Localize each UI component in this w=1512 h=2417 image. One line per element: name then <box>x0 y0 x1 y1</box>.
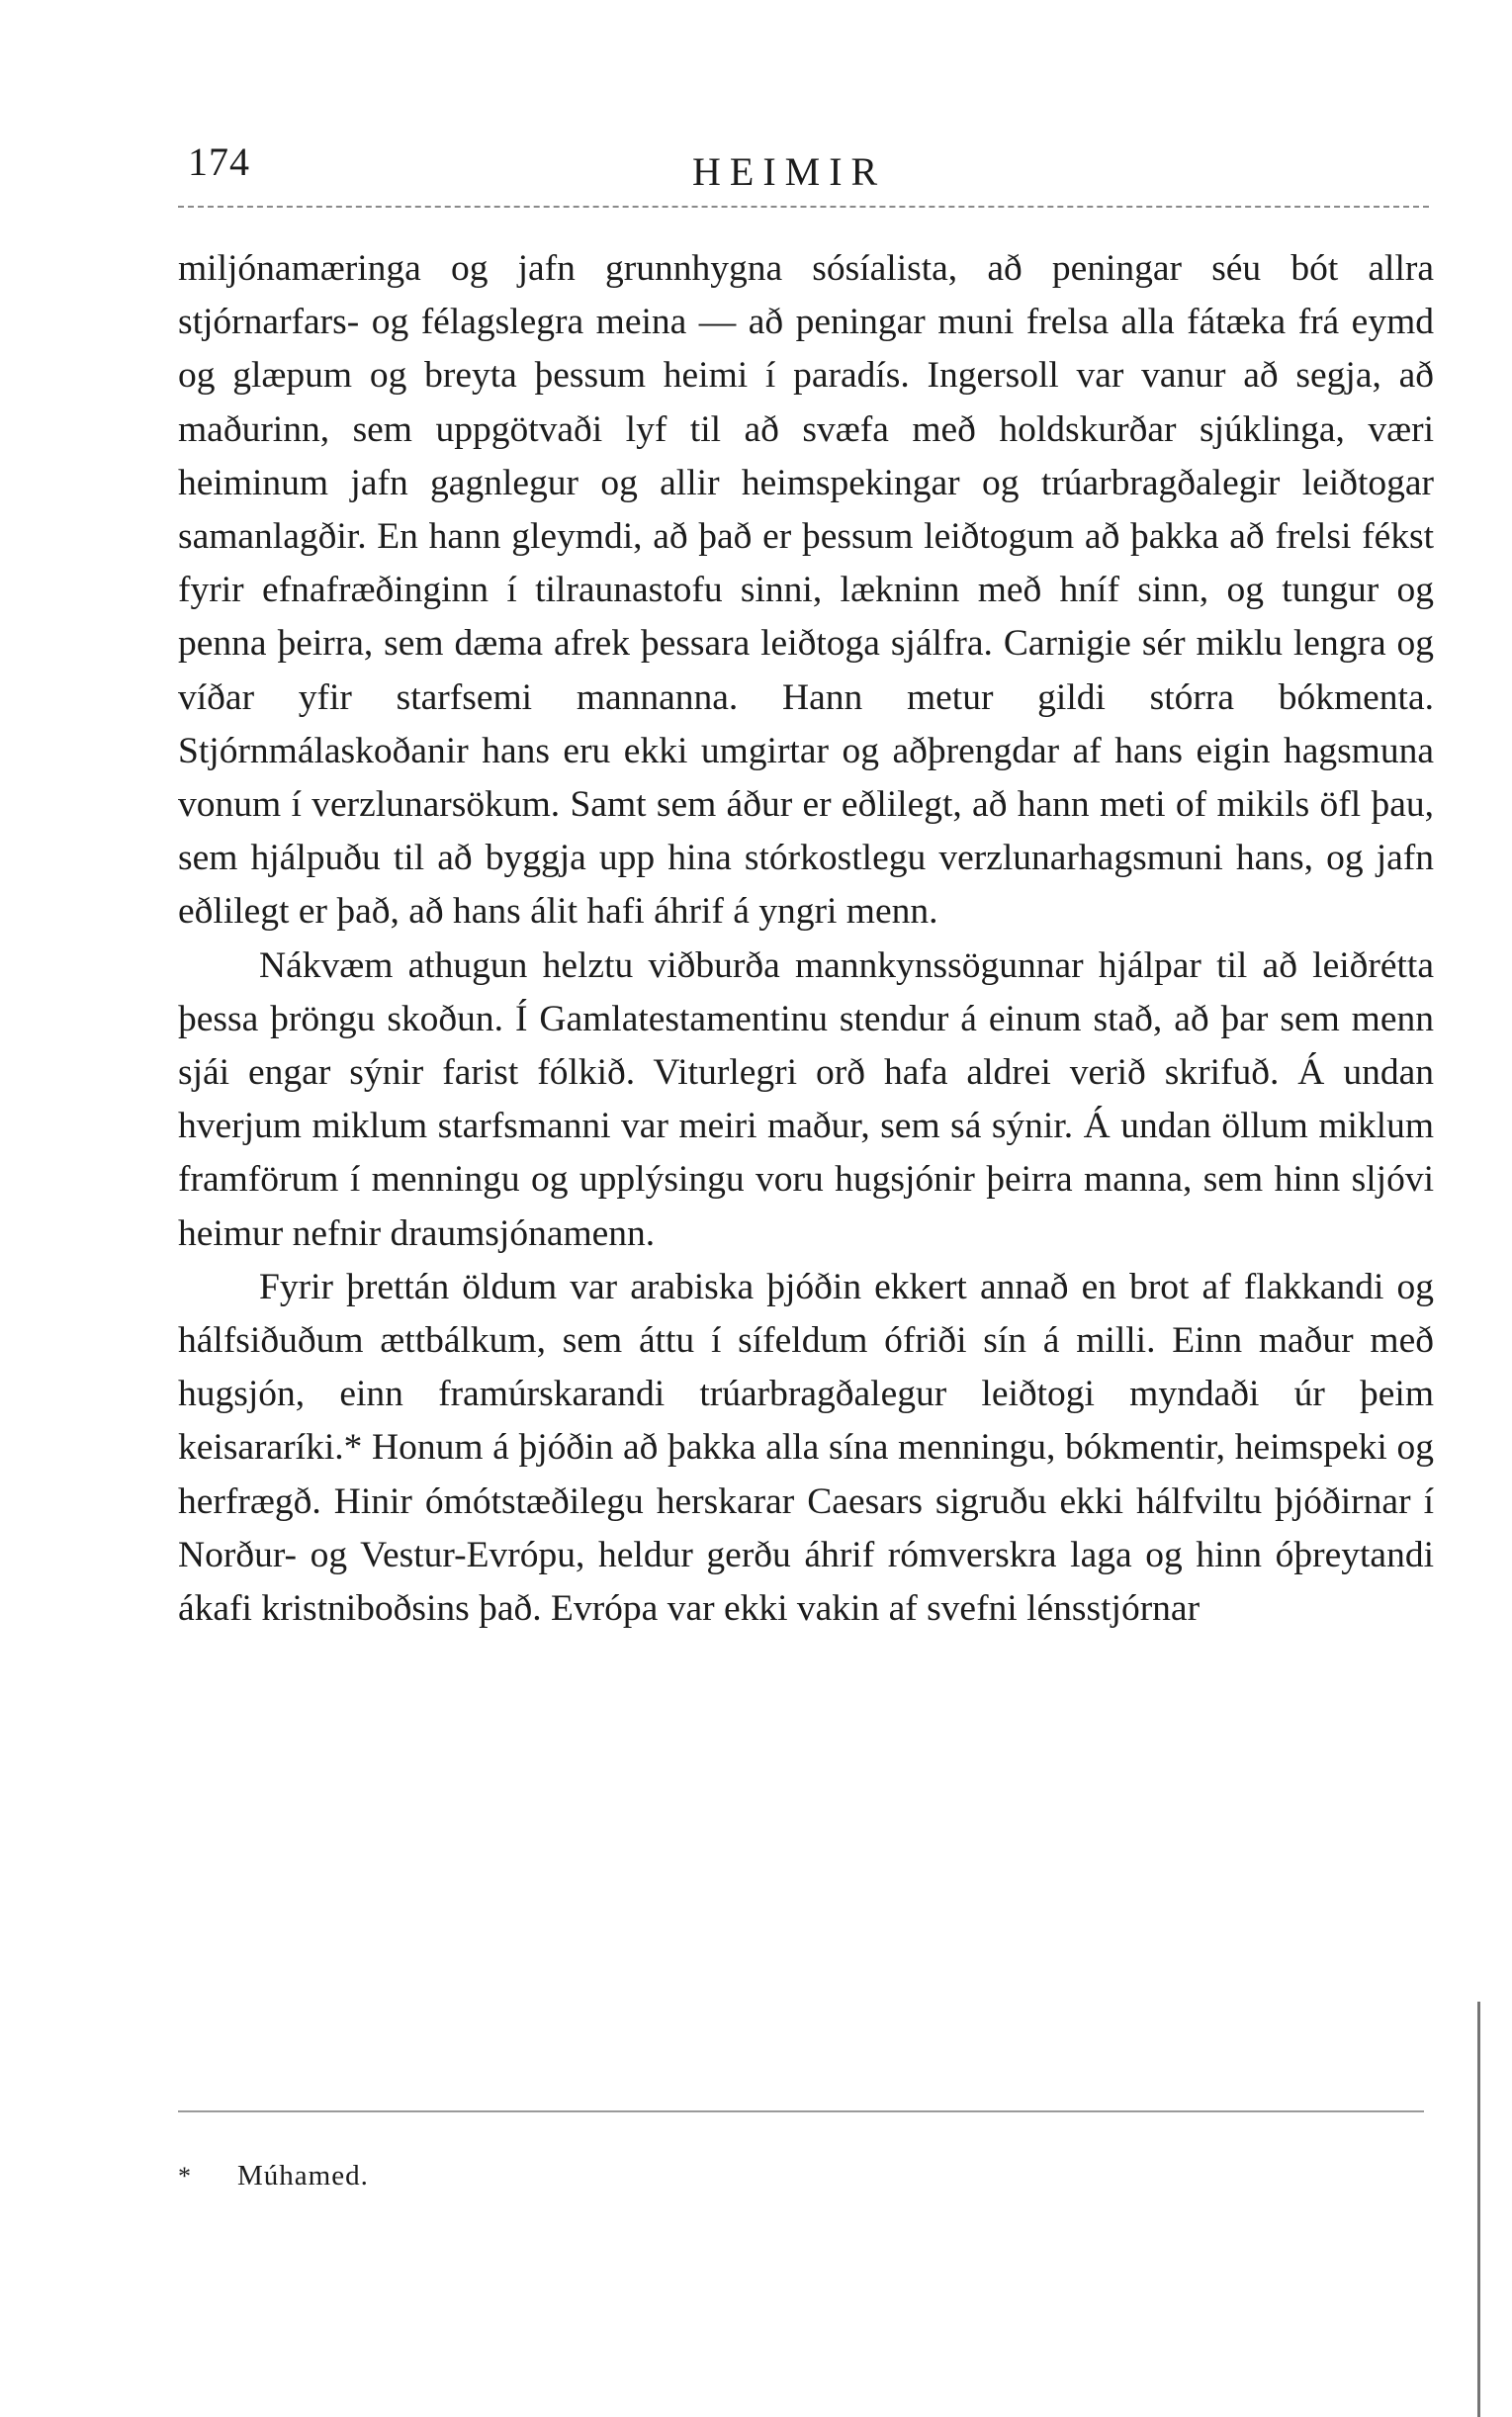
paragraph-3: Fyrir þrettán öldum var arabiska þjóðin ekkert annað en brot af flakkandi og hálfsiðuðum ættbálkum, sem áttu í sífeldum ófriði sín á milli. Einn maður með hugsjón, einn framúrskarandi trúarbragðalegur leiðtogi myndaði úr þeim keisararíki.* Honum á þjóðin að þakka alla sína menningu, bókmentir, heimspeki og herfrægð. Hinir ómótstæðilegu herskarar Caesars sigruðu ekki hálfviltu þjóðirnar í Norður- og Vestur-Evrópu, heldur gerðu áhrif rómverskra laga og hinn óþreytandi ákafi kristniboðsins það. Evrópa var ekki vakin af svefni lénsstjórnar <box>178 1266 1434 1630</box>
page-edge-mark <box>1477 2002 1512 2417</box>
paragraph-2: Nákvæm athugun helztu viðburða mannkynssögunnar hjálpar til að leiðrétta þessa þröngu skoðun. Í Gamlatestamentinu stendur á einum stað, að þar sem menn sjái engar sýnir farist fólkið. Viturlegri orð hafa aldrei verið skrifuð. Á undan hverjum miklum starfsmanni var meiri maður, sem sá sýnir. Á undan öllum miklum framförum í menningu og upplýsingu voru hugsjónir þeirra manna, sem hinn sljóvi heimur nefnir draumsjónamenn. <box>178 944 1434 1254</box>
footnote <box>178 2160 369 2193</box>
footnote-marker: * <box>178 2162 192 2191</box>
body-text <box>178 242 1434 1636</box>
footnote-text: Múhamed. <box>237 2160 369 2192</box>
paragraph-1: miljónamæringa og jafn grunnhygna sósíalista, að peningar séu bót allra stjórnarfars- og félagslegra meina — að peningar muni frelsa alla fátæka frá eymd og glæpum og breyta þessum heimi í paradís. Ingersoll var vanur að segja, að maðurinn, sem uppgötvaði lyf til að svæfa með holdskurðar sjúklinga, væri heiminum jafn gagnlegur og allir heimspekingar og trúarbragðalegir leiðtogar samanlagðir. En hann gleymdi, að það er þessum leiðtogum að þakka að frelsi fékst fyrir efnafræðinginn í tilraunastofu sinni, lækninn með hníf sinn, og tungur og penna þeirra, sem dæma afrek þessara leiðtoga sjálfra. Carnigie sér miklu lengra og víðar yfir starfsemi mannanna. Hann metur gildi stórra bókmenta. Stjórnmálaskoðanir hans eru ekki umgirtar og aðþrengdar af hans eigin hagsmuna vonum í verzlunarsökum. Samt sem áður er eðlilegt, að hann meti of mikils öfl þau, sem hjálpuðu til að byggja upp hina stórkostlegu verzlunarhagsmuni hans, og jafn eðlilegt er það, að hans álit hafi áhrif á yngri menn. <box>178 248 1434 933</box>
running-title: HEIMIR <box>692 149 887 194</box>
footnote-rule <box>178 2110 1424 2112</box>
page-number: 174 <box>188 139 250 184</box>
header-rule <box>178 206 1429 208</box>
